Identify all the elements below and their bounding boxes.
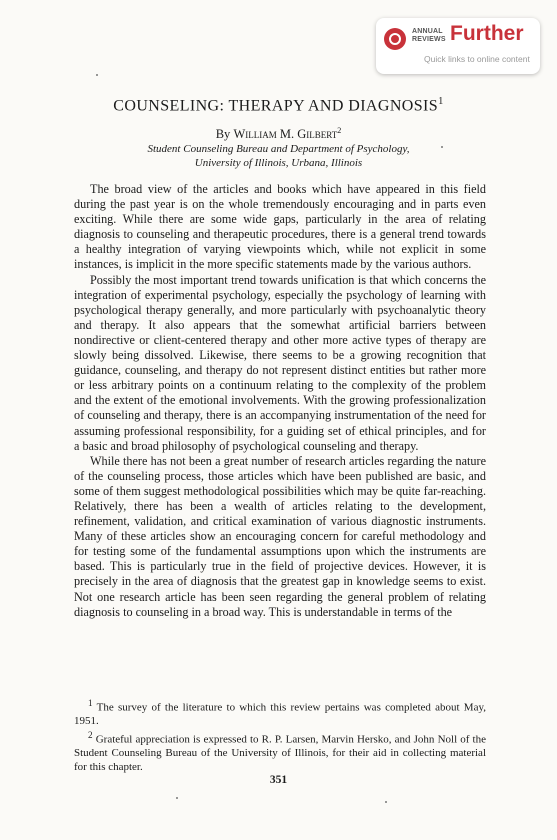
publisher-name: ANNUAL REVIEWS — [412, 28, 446, 43]
author-name: William M. Gilbert — [233, 127, 338, 142]
author-footnote-mark: 2 — [337, 126, 342, 135]
paragraph: Possibly the most important trend towards unification is that which concerns the integration of experimental psychology, especially the psychology of learning with psychological therapy generally, and more particularly with psychoanalytic theory and therapy. It also appears that the somewhat artificial barriers between nondirective or client-centered therapy and other more active types of therapy are slowly being dissolved. Likewise, there seems to be a growing recognition that guidance, counseling, and therapy do not represent distinct entities but rather more or less arbitrary points on a continuum relating to the complexity of the problem and the extent of the emotional involvements. With the growing professionalization of counseling and therapy, there is an accompanying instrumentation of the need for assuming professional responsibility, for a guiding set of ethical principles, and for a basic and broad philosophy of psychological counseling and therapy. — [74, 272, 486, 453]
byline: By William M. Gilbert$^2$ — [215, 126, 342, 142]
further-brand: Further — [450, 22, 524, 45]
footnote: $^1$ The survey of the literature to which this review pertains was completed about May, 1951. — [74, 698, 486, 728]
paragraph: The broad view of the articles and books which have appeared in this field during the past year is on the whole tremendously encouraging and in parts even exciting. While there are some wide gaps, particularly in the area of relating diagnosis to counseling and therapeutic procedures, there is a general trend towards a healthy integration of varying viewpoints which, while not explicit in some instances, is implicit in the more specific statements made by the various authors. — [74, 182, 486, 272]
scan-speck — [176, 797, 178, 799]
affiliation: Student Counseling Bureau and Department of Psychology, University of Illinois, Urbana, Illinois — [147, 143, 410, 169]
title-footnote-mark: 1 — [438, 96, 444, 107]
paragraph: While there has not been a great number of research articles regarding the nature of the counseling process, those articles which have been published are basic, and some of them suggest methodological possibilities which may be quite far-reaching. Relatively, there has been a wealth of articles relating to the development, refinement, validation, and critical examination of various diagnostic instruments. Many of these articles show an encouraging concern for careful methodology and for testing some of the fundamental assumptions upon which the instruments are based. This is particularly true in the field of projective devices. However, it is precisely in the area of diagnosis that the greatest gap in knowledge seems to exist. Not one research article has been seen regarding the general problem of relating diagnosis to counseling in a broad way. This is understandable in terms of the — [74, 453, 486, 619]
further-badge[interactable] — [376, 18, 540, 74]
further-tagline: Quick links to online content — [424, 54, 530, 64]
article-body — [74, 182, 486, 620]
footnotes — [74, 697, 486, 774]
footnote: $^2$ Grateful appreciation is expressed to R. P. Larsen, Marvin Hersko, and John Noll of the Student Counseling Bureau of the University of Illinois, for their aid in collecting material for this chapter. — [74, 729, 486, 773]
scan-speck — [96, 74, 98, 76]
scan-speck — [385, 801, 387, 803]
annual-reviews-logo-icon — [384, 28, 406, 50]
article-title: COUNSELING: THERAPY AND DIAGNOSIS$^1$ — [113, 96, 444, 115]
page-number: 351 — [269, 774, 288, 786]
scan-speck — [441, 146, 443, 148]
